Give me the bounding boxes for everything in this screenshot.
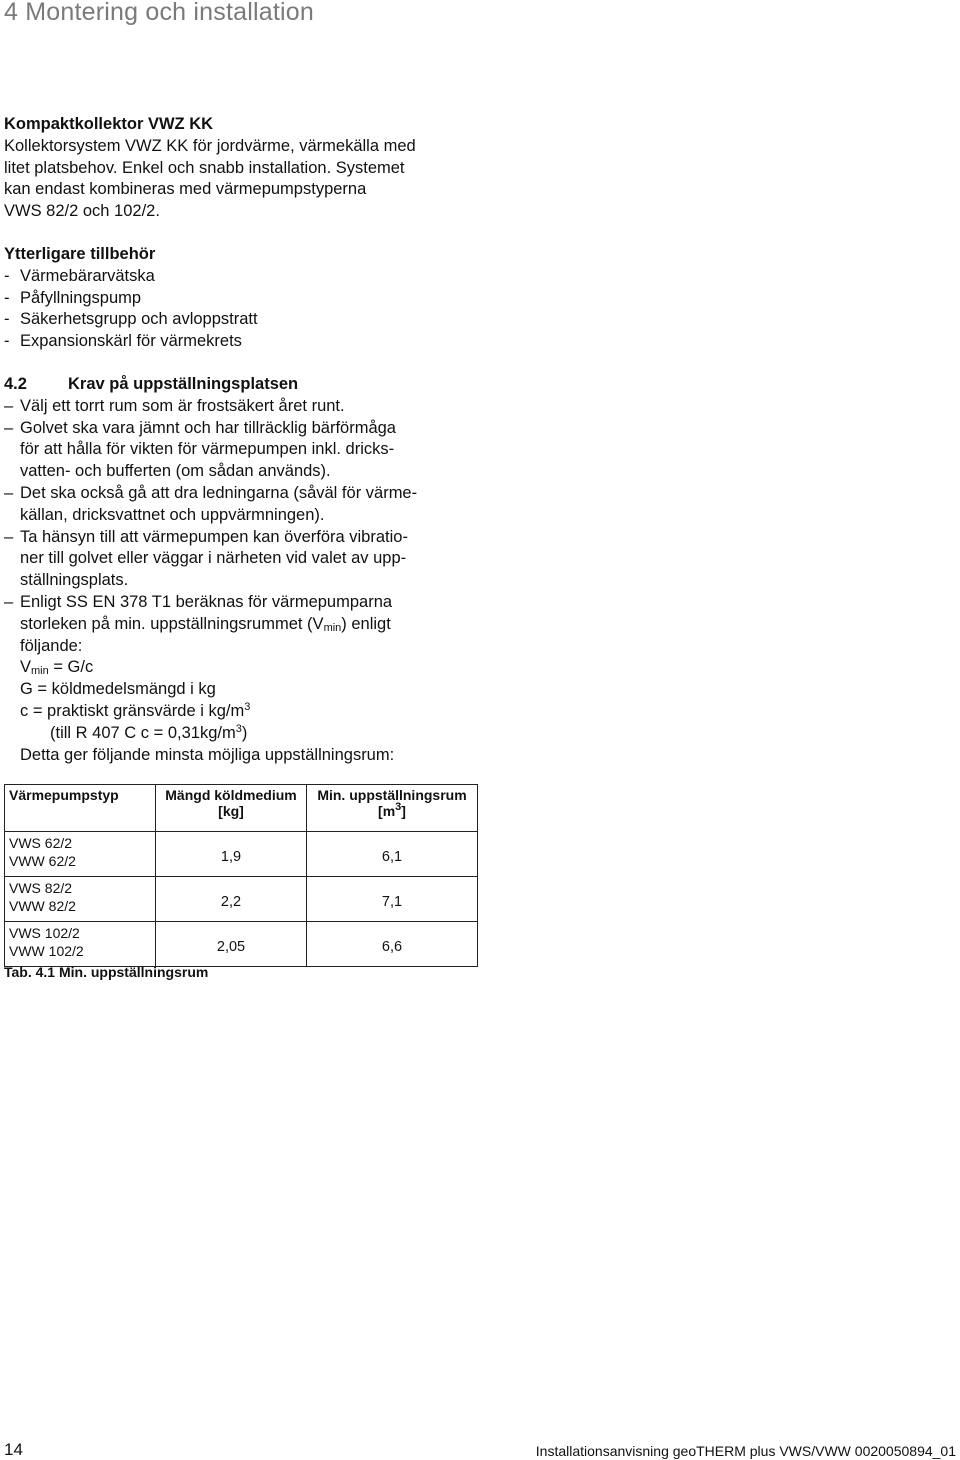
formula: $V_{min} = G/c$ xyxy=(20,658,94,678)
chapter-title: 4 Montering och installation xyxy=(4,0,314,26)
model-cell: VWS 82/2 VWW 82/2 xyxy=(5,877,156,922)
list-item: – Enligt SS EN 378 T1 beräknas för värmepumparna storleken på min. uppställningsrummet $(V_{min})$ enligt följande: xyxy=(4,592,393,655)
list-item: – Det ska också gå att dra ledningarna (såväl för värme- källan, dricksvattnet och uppvärmningen). xyxy=(4,483,418,524)
section-heading xyxy=(4,374,484,396)
definition-g: G = köldmedelsmängd i kg xyxy=(20,680,216,699)
table-caption: Tab. 4.1 Min. uppställningsrum xyxy=(4,964,209,980)
table-row xyxy=(5,877,478,922)
list-item: - Expansionskärl för värmekrets xyxy=(4,332,242,351)
section-requirements xyxy=(4,374,484,766)
table-row xyxy=(5,832,478,877)
conclusion-text: Detta ger följande minsta möjliga uppställningsrum: xyxy=(20,745,395,764)
accessories-heading: Ytterligare tillbehör xyxy=(4,245,156,263)
column-header: Värmepumpstyp xyxy=(5,785,156,832)
accessories-block xyxy=(4,244,484,353)
list-item: - Säkerhetsgrupp och avloppstratt xyxy=(4,310,258,329)
refrigerant-amount-cell: 2,05 xyxy=(156,922,307,967)
section-title: Krav på uppställningsplatsen xyxy=(68,375,299,393)
collector-text-line: VWS 82/2 och 102/2. xyxy=(4,202,160,221)
definition-c-note: (till R 407 C $c = 0,31kg/m^3$) xyxy=(50,722,248,742)
table-header-row xyxy=(5,785,478,832)
collector-text-line: Kollektorsystem VWZ KK för jordvärme, värmekälla med xyxy=(4,136,416,155)
collector-text-line: kan endast kombineras med värmepumpstyperna xyxy=(4,180,367,199)
list-item: – Ta hänsyn till att värmepumpen kan överföra vibratio- ner till golvet eller väggar i närheten vid valet av upp- ställningsplats. xyxy=(4,527,408,590)
column-header: Mängd köldmedium [kg] xyxy=(156,785,307,832)
definition-c: c = praktiskt gränsvärde i $kg/m^3$ xyxy=(20,700,251,720)
list-item: – Golvet ska vara jämnt och har tillräcklig bärförmåga för att hålla för vikten för värmepumpen inkl. dricks- vatten- och bufferten (om sådan används). xyxy=(4,418,396,481)
list-item: - Värmebärarvätska xyxy=(4,266,155,285)
list-item: - Påfyllningspump xyxy=(4,288,142,307)
collector-heading: Kompaktkollektor VWZ KK xyxy=(4,115,214,133)
page-number: 14 xyxy=(4,1440,23,1459)
min-room-table xyxy=(4,784,478,967)
model-cell: VWS 62/2 VWW 62/2 xyxy=(5,832,156,877)
table-row xyxy=(5,922,478,967)
min-room-cell: 6,6 xyxy=(307,922,478,967)
refrigerant-amount-cell: 1,9 xyxy=(156,832,307,877)
min-room-cell: 7,1 xyxy=(307,877,478,922)
model-cell: VWS 102/2 VWW 102/2 xyxy=(5,922,156,967)
list-item: – Välj ett torrt rum som är frostsäkert året runt. xyxy=(4,396,345,415)
collector-text-line: litet platsbehov. Enkel och snabb installation. Systemet xyxy=(4,158,405,177)
column-header: Min. uppställningsrum $[m^3]$ xyxy=(307,785,478,832)
collector-block xyxy=(4,114,484,223)
min-room-cell: 6,1 xyxy=(307,832,478,877)
section-number: 4.2 xyxy=(4,375,27,393)
document-title: Installationsanvisning geoTHERM plus VWS/VWW 0020050894_01 xyxy=(535,1443,956,1459)
refrigerant-amount-cell: 2,2 xyxy=(156,877,307,922)
